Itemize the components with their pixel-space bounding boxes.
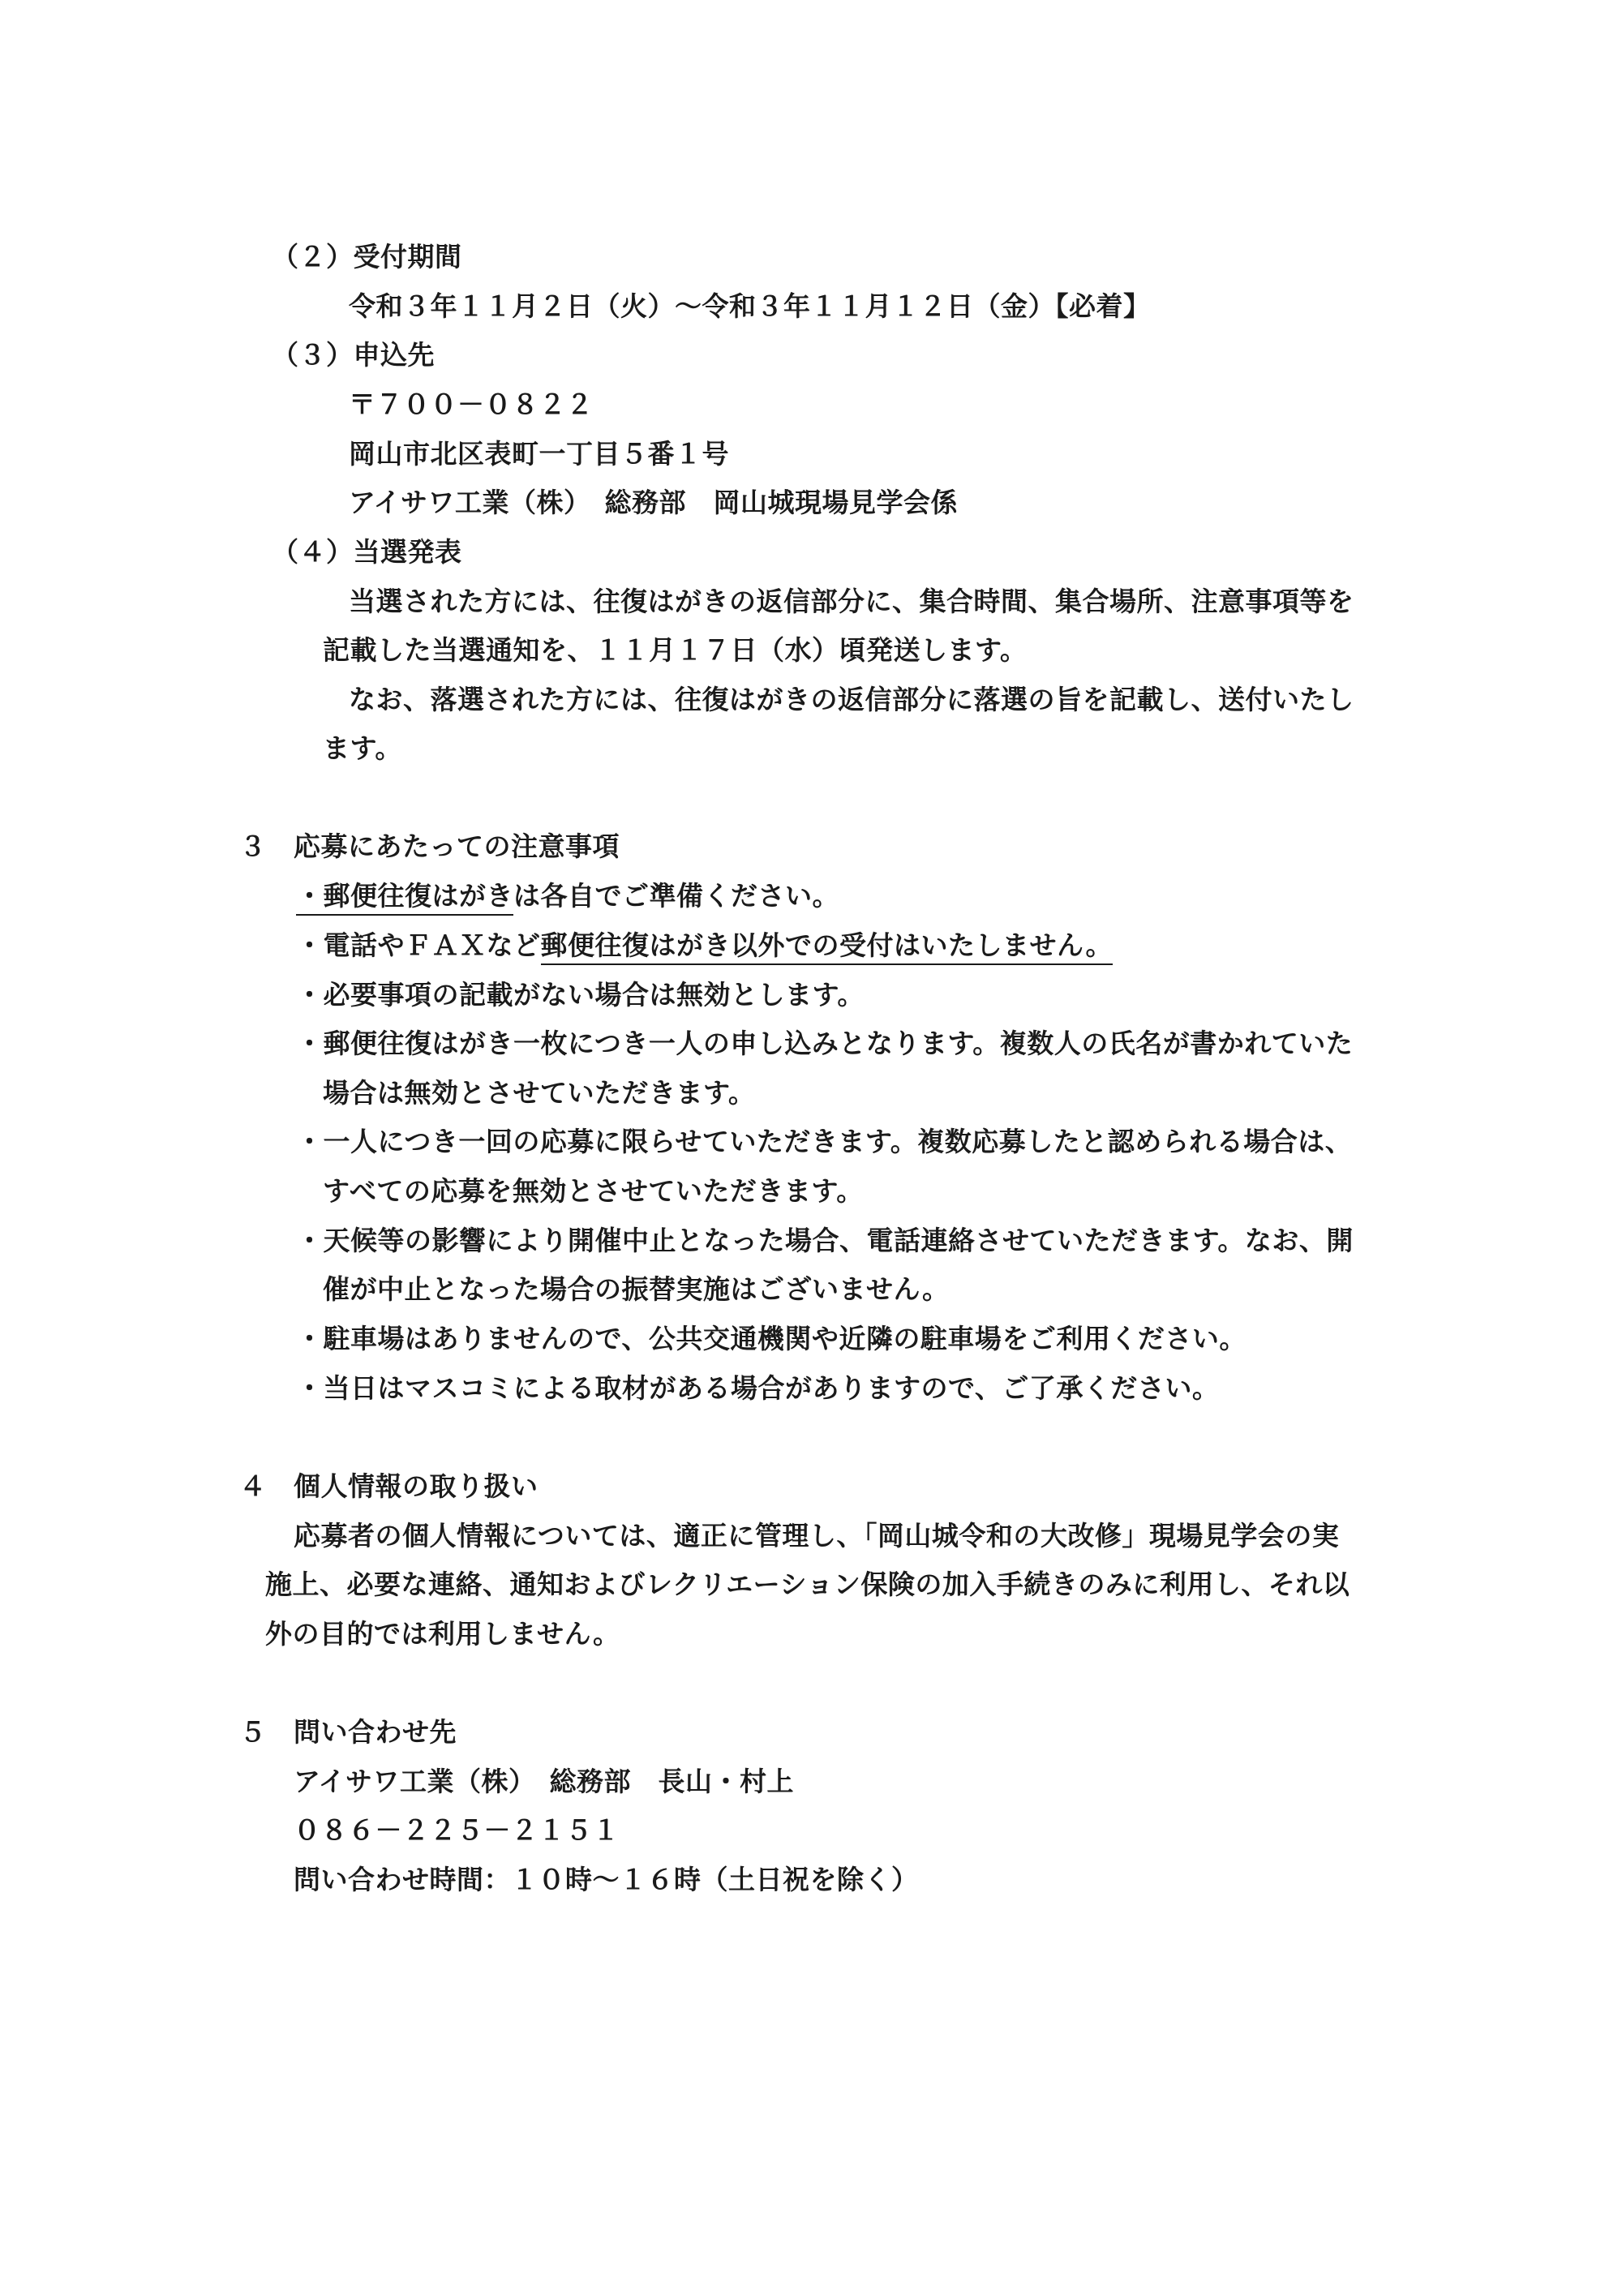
address-heading: （３）申込先: [272, 339, 435, 371]
note-4-line2: 場合は無効とさせていただきます。: [323, 1077, 756, 1109]
contact-phone: ０８６－２２５－２１５１: [294, 1814, 620, 1846]
announcement-para2-line1: なお、落選された方には、往復はがきの返信部分に落選の旨を記載し、送付いたし: [349, 684, 1354, 715]
recipient: アイサワ工業（株） 総務部 岡山城現場見学会係: [349, 487, 959, 518]
reception-period-heading: （２）受付期間: [272, 241, 462, 273]
announcement-heading: （４）当選発表: [272, 536, 462, 568]
note-4-line1: ・郵便往復はがき一枚につき一人の申し込みとなります。複数人の氏名が書かれていた: [296, 1028, 1354, 1059]
section5-heading: ５ 問い合わせ先: [239, 1716, 457, 1748]
reception-period-text: 令和３年１１月２日（火）～令和３年１１月１２日（金）【必着】: [349, 290, 1151, 322]
privacy-line1: 応募者の個人情報については、適正に管理し、「岡山城令和の大改修」現場見学会の実: [294, 1520, 1340, 1551]
section4-heading: ４ 個人情報の取り扱い: [239, 1470, 539, 1502]
note-1: [296, 878, 839, 914]
announcement-para2-line2: ます。: [323, 732, 402, 764]
note-6-line2: 催が中止となった場合の振替実施はございません。: [323, 1273, 950, 1305]
note-7: ・駐車場はありませんので、公共交通機関や近隣の駐車場をご利用ください。: [296, 1323, 1247, 1354]
announcement-para1-line2: 記載した当選通知を、１１月１７日（水）頃発送します。: [323, 634, 1028, 666]
note-2: [296, 928, 1113, 963]
note-1-rest: は各自でご準備ください。: [513, 880, 839, 912]
note-5-line1: ・一人につき一回の応募に限らせていただきます。複数応募したと認められる場合は、: [296, 1126, 1353, 1157]
contact-hours: 問い合わせ時間：１０時～１６時（土日祝を除く）: [294, 1864, 919, 1895]
section3-heading: ３ 応募にあたっての注意事項: [239, 830, 620, 862]
note-3: ・必要事項の記載がない場合は無効とします。: [296, 979, 865, 1011]
privacy-line3: 外の目的では利用しません。: [265, 1618, 620, 1650]
note-6-line1: ・天候等の影響により開催中止となった場合、電話連絡させていただきます。なお、開: [296, 1225, 1354, 1256]
note-1-underlined: ・郵便往復はがき: [296, 880, 513, 916]
privacy-line2: 施上、必要な連絡、通知およびレクリエーション保険の加入手続きのみに利用し、それ以: [265, 1569, 1350, 1600]
note-8: ・当日はマスコミによる取材がある場合がありますので、ご了承ください。: [296, 1372, 1220, 1404]
announcement-para1-line1: 当選された方には、往復はがきの返信部分に、集合時間、集合場所、注意事項等を: [349, 586, 1354, 617]
postal-code: 〒７００－０８２２: [349, 388, 594, 420]
note-2-underlined: 郵便往復はがき以外での受付はいたしません。: [541, 929, 1113, 965]
street-address: 岡山市北区表町一丁目５番１号: [349, 438, 729, 470]
note-5-line2: すべての応募を無効とさせていただきます。: [323, 1175, 864, 1207]
contact-org: アイサワ工業（株） 総務部 長山・村上: [294, 1766, 795, 1797]
note-2-prefix: ・電話やＦＡＸなど: [296, 929, 541, 961]
